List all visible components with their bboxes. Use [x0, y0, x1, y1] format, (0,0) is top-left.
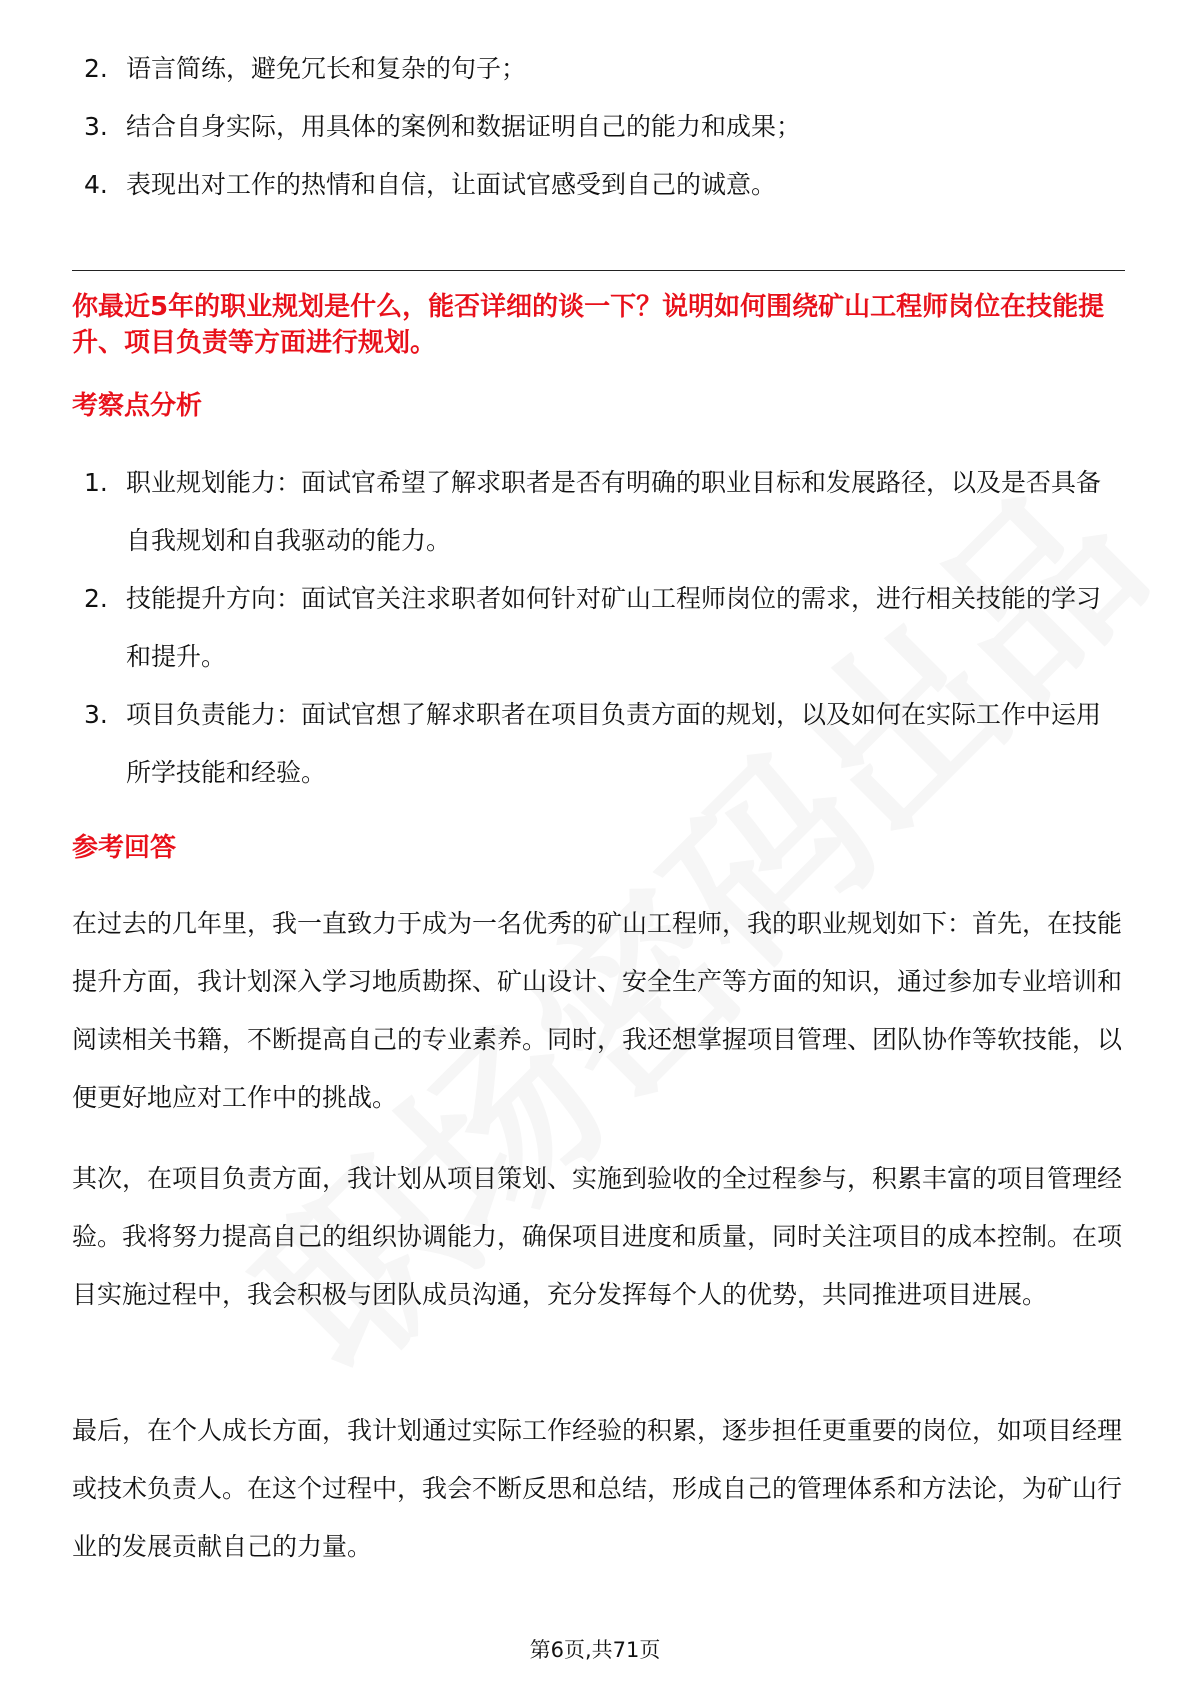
tips-list	[0, 40, 1190, 214]
list-item: 4. 表现出对工作的热情和自信，让面试官感受到自己的诚意。	[84, 170, 777, 199]
answer-paragraph: 最后，在个人成长方面，我计划通过实际工作经验的积累，逐步担任更重要的岗位，如项目经理或技术负责人。在这个过程中，我会不断反思和总结，形成自己的管理体系和方法论，为矿山行业的发展贡献自己的力量。	[72, 1416, 1123, 1561]
list-item: 3. 结合自身实际，用具体的案例和数据证明自己的能力和成果；	[84, 112, 802, 141]
answer-paragraph: 在过去的几年里，我一直致力于成为一名优秀的矿山工程师，我的职业规划如下：首先，在技能提升方面，我计划深入学习地质勘探、矿山设计、安全生产等方面的知识，通过参加专业培训和阅读相关书籍，不断提高自己的专业素养。同时，我还想掌握项目管理、团队协作等软技能，以便更好地应对工作中的挑战。	[72, 909, 1123, 1112]
question-title: 你最近5年的职业规划是什么，能否详细的谈一下？说明如何围绕矿山工程师岗位在技能提升、项目负责等方面进行规划。	[72, 292, 1105, 358]
answer-heading: 参考回答	[72, 833, 177, 863]
answer-paragraph: 其次，在项目负责方面，我计划从项目策划、实施到验收的全过程参与，积累丰富的项目管理经验。我将努力提高自己的组织协调能力，确保项目进度和质量，同时关注项目的成本控制。在项目实施过程中，我会积极与团队成员沟通，充分发挥每个人的优势，共同推进项目进展。	[72, 1164, 1123, 1309]
divider	[72, 270, 1125, 271]
list-item: 1. 职业规划能力：面试官希望了解求职者是否有明确的职业目标和发展路径，以及是否具备自我规划和自我驱动的能力。	[84, 468, 1102, 555]
list-item: 2. 技能提升方向：面试官关注求职者如何针对矿山工程师岗位的需求，进行相关技能的学习和提升。	[84, 584, 1102, 671]
page-number: 第6页,共71页	[529, 1638, 661, 1662]
analysis-heading: 考察点分析	[72, 391, 203, 421]
analysis-list	[0, 454, 1190, 802]
list-item: 3. 项目负责能力：面试官想了解求职者在项目负责方面的规划，以及如何在实际工作中运用所学技能和经验。	[84, 700, 1102, 787]
list-item: 2. 语言简练，避免冗长和复杂的句子；	[84, 54, 527, 83]
